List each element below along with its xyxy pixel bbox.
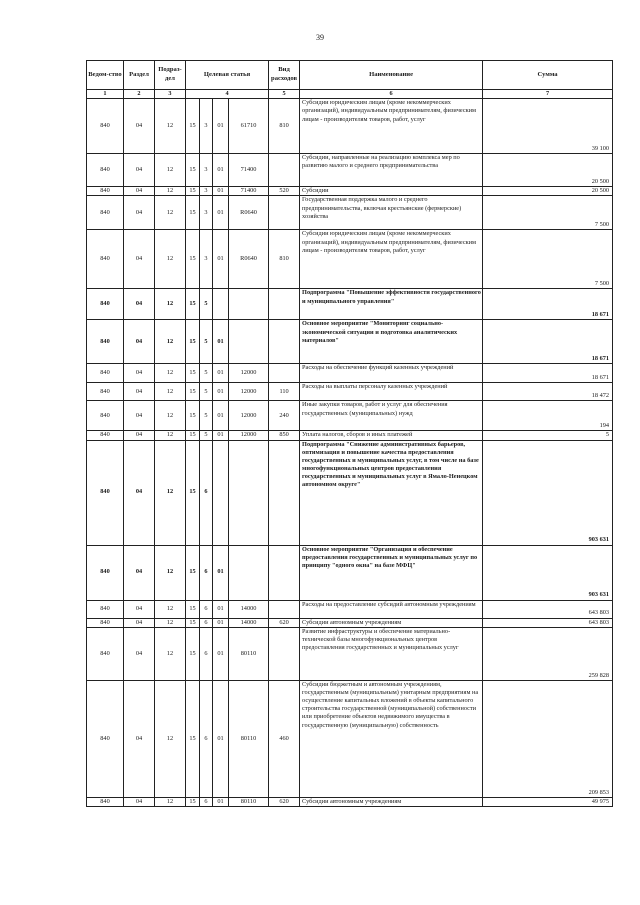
cell-target-2: 5 (200, 431, 213, 440)
cell-target-4: 71400 (229, 187, 269, 196)
cell-section: 04 (124, 289, 155, 320)
cell-name: Расходы на выплаты персоналу казенных учреждений (300, 383, 483, 401)
table-row (87, 545, 613, 600)
cell-section: 04 (124, 618, 155, 627)
cell-exp-type: 620 (269, 797, 300, 806)
cell-section: 04 (124, 680, 155, 797)
cell-dept: 840 (87, 383, 124, 401)
table-row (87, 440, 613, 545)
cell-target-3: 01 (213, 99, 229, 154)
cell-exp-type (269, 364, 300, 383)
cell-subsection: 12 (155, 320, 186, 364)
cell-dept: 840 (87, 401, 124, 431)
table-row (87, 431, 613, 440)
cell-subsection: 12 (155, 600, 186, 618)
cell-section: 04 (124, 196, 155, 230)
cell-section: 04 (124, 320, 155, 364)
cell-sum: 49 975 (483, 797, 613, 806)
cell-section: 04 (124, 401, 155, 431)
cell-name: Государственная поддержка малого и среднего предпринимательства, включая крестьянские (фермерские) хозяйства (300, 196, 483, 230)
cell-subsection: 12 (155, 431, 186, 440)
cell-subsection: 12 (155, 627, 186, 680)
cell-sum: 18 671 (483, 289, 613, 320)
col-number: 2 (124, 90, 155, 99)
cell-sum: 194 (483, 401, 613, 431)
cell-target-3: 01 (213, 154, 229, 187)
cell-name: Иные закупки товаров, работ и услуг для обеспечения государственных (муниципальных) нужд (300, 401, 483, 431)
cell-dept: 840 (87, 545, 124, 600)
cell-name: Субсидии бюджетным и автономным учреждениям, государственным (муниципальным) унитарным предприятиям на осуществление капитальных вложений в объекты капитального строительства государственной (муниципальной) собственности или приобретение объектов недвижимого имущества в государственную (муниципальную) собственность (300, 680, 483, 797)
cell-exp-type (269, 627, 300, 680)
cell-target-3: 01 (213, 196, 229, 230)
column-number-row (87, 90, 613, 99)
cell-target-1: 15 (186, 196, 200, 230)
cell-name: Расходы на обеспечение функций казенных учреждений (300, 364, 483, 383)
cell-section: 04 (124, 230, 155, 289)
cell-target-3: 01 (213, 364, 229, 383)
cell-target-2: 3 (200, 99, 213, 154)
cell-target-3: 01 (213, 680, 229, 797)
cell-dept: 840 (87, 431, 124, 440)
cell-exp-type: 240 (269, 401, 300, 431)
cell-target-4: R0640 (229, 196, 269, 230)
cell-target-4: 80110 (229, 797, 269, 806)
header-exp-type: Вид расходов (269, 61, 300, 90)
cell-section: 04 (124, 154, 155, 187)
cell-target-3: 01 (213, 797, 229, 806)
cell-sum: 20 500 (483, 154, 613, 187)
cell-target-4: 12000 (229, 401, 269, 431)
cell-dept: 840 (87, 797, 124, 806)
table-row (87, 99, 613, 154)
cell-name: Основное мероприятие "Организация и обеспечение предоставления государственных и муниципальных услуг по принципу "одного окна" на базе МФЦ" (300, 545, 483, 600)
col-number: 1 (87, 90, 124, 99)
cell-sum: 7 500 (483, 230, 613, 289)
cell-exp-type (269, 320, 300, 364)
cell-name: Субсидии (300, 187, 483, 196)
cell-exp-type: 620 (269, 618, 300, 627)
col-number: 5 (269, 90, 300, 99)
cell-sum: 39 100 (483, 99, 613, 154)
cell-target-4: 12000 (229, 383, 269, 401)
cell-subsection: 12 (155, 383, 186, 401)
cell-subsection: 12 (155, 618, 186, 627)
cell-sum: 209 853 (483, 680, 613, 797)
cell-dept: 840 (87, 187, 124, 196)
cell-dept: 840 (87, 618, 124, 627)
cell-name: Субсидии автономным учреждениям (300, 797, 483, 806)
cell-name: Субсидии, направленные на реализацию комплекса мер по развитию малого и среднего предпринимательства (300, 154, 483, 187)
cell-section: 04 (124, 627, 155, 680)
table-row (87, 680, 613, 797)
cell-target-1: 15 (186, 600, 200, 618)
cell-target-2: 6 (200, 600, 213, 618)
cell-subsection: 12 (155, 545, 186, 600)
cell-target-1: 15 (186, 680, 200, 797)
cell-target-1: 15 (186, 545, 200, 600)
cell-target-4 (229, 289, 269, 320)
cell-target-1: 15 (186, 618, 200, 627)
cell-target-2: 6 (200, 618, 213, 627)
cell-exp-type: 810 (269, 230, 300, 289)
cell-target-2: 3 (200, 230, 213, 289)
header-target: Целевая статья (186, 61, 269, 90)
cell-target-4: 80110 (229, 627, 269, 680)
cell-exp-type (269, 545, 300, 600)
cell-target-1: 15 (186, 320, 200, 364)
cell-target-1: 15 (186, 627, 200, 680)
table-row (87, 187, 613, 196)
cell-name: Подпрограмма "Снижение административных барьеров, оптимизация и повышение качества предоставления государственных и муниципальных услуг, в том числе на базе многофункциональных центров предоставления государственных и муниципальных услуг в Ямало-Ненецком автономном округе" (300, 440, 483, 545)
cell-subsection: 12 (155, 196, 186, 230)
cell-dept: 840 (87, 600, 124, 618)
cell-name: Субсидии юридическим лицам (кроме некоммерческих организаций), индивидуальным предпринимателям, физическим лицам - производителям товаров, работ, услуг (300, 230, 483, 289)
cell-target-2: 3 (200, 196, 213, 230)
cell-name: Уплата налогов, сборов и иных платежей (300, 431, 483, 440)
cell-subsection: 12 (155, 230, 186, 289)
cell-sum: 18 472 (483, 383, 613, 401)
cell-sum: 259 828 (483, 627, 613, 680)
table-body (87, 99, 613, 807)
cell-exp-type (269, 600, 300, 618)
cell-subsection: 12 (155, 440, 186, 545)
cell-dept: 840 (87, 154, 124, 187)
cell-exp-type: 850 (269, 431, 300, 440)
cell-subsection: 12 (155, 187, 186, 196)
header-dept: Ведом-ство (87, 61, 124, 90)
cell-target-1: 15 (186, 797, 200, 806)
cell-target-2: 5 (200, 401, 213, 431)
cell-sum: 18 671 (483, 320, 613, 364)
cell-target-3: 01 (213, 431, 229, 440)
cell-exp-type: 520 (269, 187, 300, 196)
cell-dept: 840 (87, 320, 124, 364)
cell-target-3: 01 (213, 230, 229, 289)
col-number: 6 (300, 90, 483, 99)
cell-name: Субсидии юридическим лицам (кроме некоммерческих организаций), индивидуальным предпринимателям, физическим лицам - производителям товаров, работ, услуг (300, 99, 483, 154)
cell-target-2: 6 (200, 440, 213, 545)
cell-sum: 7 500 (483, 196, 613, 230)
cell-section: 04 (124, 440, 155, 545)
cell-target-3: 01 (213, 187, 229, 196)
cell-target-1: 15 (186, 440, 200, 545)
header-sum: Сумма (483, 61, 613, 90)
cell-target-3 (213, 440, 229, 545)
header-subsection: Подраз-дел (155, 61, 186, 90)
cell-target-1: 15 (186, 187, 200, 196)
col-number: 7 (483, 90, 613, 99)
cell-target-3: 01 (213, 401, 229, 431)
cell-sum: 643 803 (483, 600, 613, 618)
cell-target-2: 3 (200, 154, 213, 187)
cell-target-1: 15 (186, 99, 200, 154)
cell-target-2: 5 (200, 383, 213, 401)
budget-table (86, 60, 613, 807)
cell-dept: 840 (87, 440, 124, 545)
cell-target-4: 14000 (229, 600, 269, 618)
col-number: 4 (186, 90, 269, 99)
cell-exp-type (269, 289, 300, 320)
table-row (87, 627, 613, 680)
cell-section: 04 (124, 545, 155, 600)
cell-target-1: 15 (186, 401, 200, 431)
cell-section: 04 (124, 431, 155, 440)
table-row (87, 401, 613, 431)
cell-target-4 (229, 320, 269, 364)
cell-section: 04 (124, 797, 155, 806)
cell-target-3: 01 (213, 600, 229, 618)
cell-target-2: 6 (200, 627, 213, 680)
cell-exp-type (269, 154, 300, 187)
cell-target-3: 01 (213, 320, 229, 364)
cell-section: 04 (124, 99, 155, 154)
cell-target-1: 15 (186, 364, 200, 383)
header-row (87, 61, 613, 90)
cell-target-4: 12000 (229, 431, 269, 440)
page-number: 39 (316, 33, 324, 42)
cell-target-4 (229, 545, 269, 600)
cell-dept: 840 (87, 364, 124, 383)
cell-target-4: 61710 (229, 99, 269, 154)
cell-subsection: 12 (155, 289, 186, 320)
cell-name: Развитие инфраструктуры и обеспечение материально-технической базы многофункциональных центров предоставления государственных и муниципальных услуг (300, 627, 483, 680)
table-row (87, 320, 613, 364)
table-row (87, 196, 613, 230)
cell-target-3: 01 (213, 545, 229, 600)
table-row (87, 154, 613, 187)
header-name: Наименование (300, 61, 483, 90)
cell-target-2: 5 (200, 320, 213, 364)
table-row (87, 600, 613, 618)
cell-dept: 840 (87, 196, 124, 230)
cell-target-3 (213, 289, 229, 320)
cell-target-1: 15 (186, 154, 200, 187)
header-section: Раздел (124, 61, 155, 90)
cell-subsection: 12 (155, 797, 186, 806)
cell-target-4: 14000 (229, 618, 269, 627)
cell-name: Расходы на предоставление субсидий автономным учреждениям (300, 600, 483, 618)
cell-target-2: 6 (200, 680, 213, 797)
cell-exp-type (269, 440, 300, 545)
table-row (87, 383, 613, 401)
cell-target-3: 01 (213, 618, 229, 627)
cell-sum: 5 (483, 431, 613, 440)
cell-sum: 903 631 (483, 440, 613, 545)
cell-target-3: 01 (213, 627, 229, 680)
cell-subsection: 12 (155, 154, 186, 187)
cell-target-2: 6 (200, 545, 213, 600)
cell-target-3: 01 (213, 383, 229, 401)
cell-sum: 20 500 (483, 187, 613, 196)
col-number: 3 (155, 90, 186, 99)
table-row (87, 618, 613, 627)
cell-subsection: 12 (155, 680, 186, 797)
cell-name: Подпрограмма "Повышение эффективности государственного и муниципального управления" (300, 289, 483, 320)
cell-dept: 840 (87, 680, 124, 797)
cell-subsection: 12 (155, 99, 186, 154)
cell-name: Основное мероприятие "Мониторинг социально-экономической ситуации и подготовка аналитических материалов" (300, 320, 483, 364)
cell-target-1: 15 (186, 431, 200, 440)
cell-sum: 643 803 (483, 618, 613, 627)
cell-exp-type: 810 (269, 99, 300, 154)
cell-target-2: 5 (200, 364, 213, 383)
cell-dept: 840 (87, 627, 124, 680)
cell-target-1: 15 (186, 383, 200, 401)
cell-section: 04 (124, 187, 155, 196)
table-row (87, 364, 613, 383)
cell-sum: 18 671 (483, 364, 613, 383)
cell-dept: 840 (87, 289, 124, 320)
cell-subsection: 12 (155, 364, 186, 383)
table-row (87, 289, 613, 320)
cell-subsection: 12 (155, 401, 186, 431)
cell-section: 04 (124, 383, 155, 401)
cell-target-4 (229, 440, 269, 545)
cell-dept: 840 (87, 99, 124, 154)
table-row (87, 230, 613, 289)
cell-sum: 903 631 (483, 545, 613, 600)
cell-target-1: 15 (186, 230, 200, 289)
cell-target-4: 80110 (229, 680, 269, 797)
cell-exp-type (269, 196, 300, 230)
cell-target-4: R0640 (229, 230, 269, 289)
cell-target-4: 12000 (229, 364, 269, 383)
cell-target-2: 5 (200, 289, 213, 320)
cell-dept: 840 (87, 230, 124, 289)
cell-exp-type: 110 (269, 383, 300, 401)
table-row (87, 797, 613, 806)
cell-section: 04 (124, 364, 155, 383)
cell-target-2: 3 (200, 187, 213, 196)
cell-name: Субсидии автономным учреждениям (300, 618, 483, 627)
cell-section: 04 (124, 600, 155, 618)
cell-target-2: 6 (200, 797, 213, 806)
cell-exp-type: 460 (269, 680, 300, 797)
cell-target-1: 15 (186, 289, 200, 320)
cell-target-4: 71400 (229, 154, 269, 187)
